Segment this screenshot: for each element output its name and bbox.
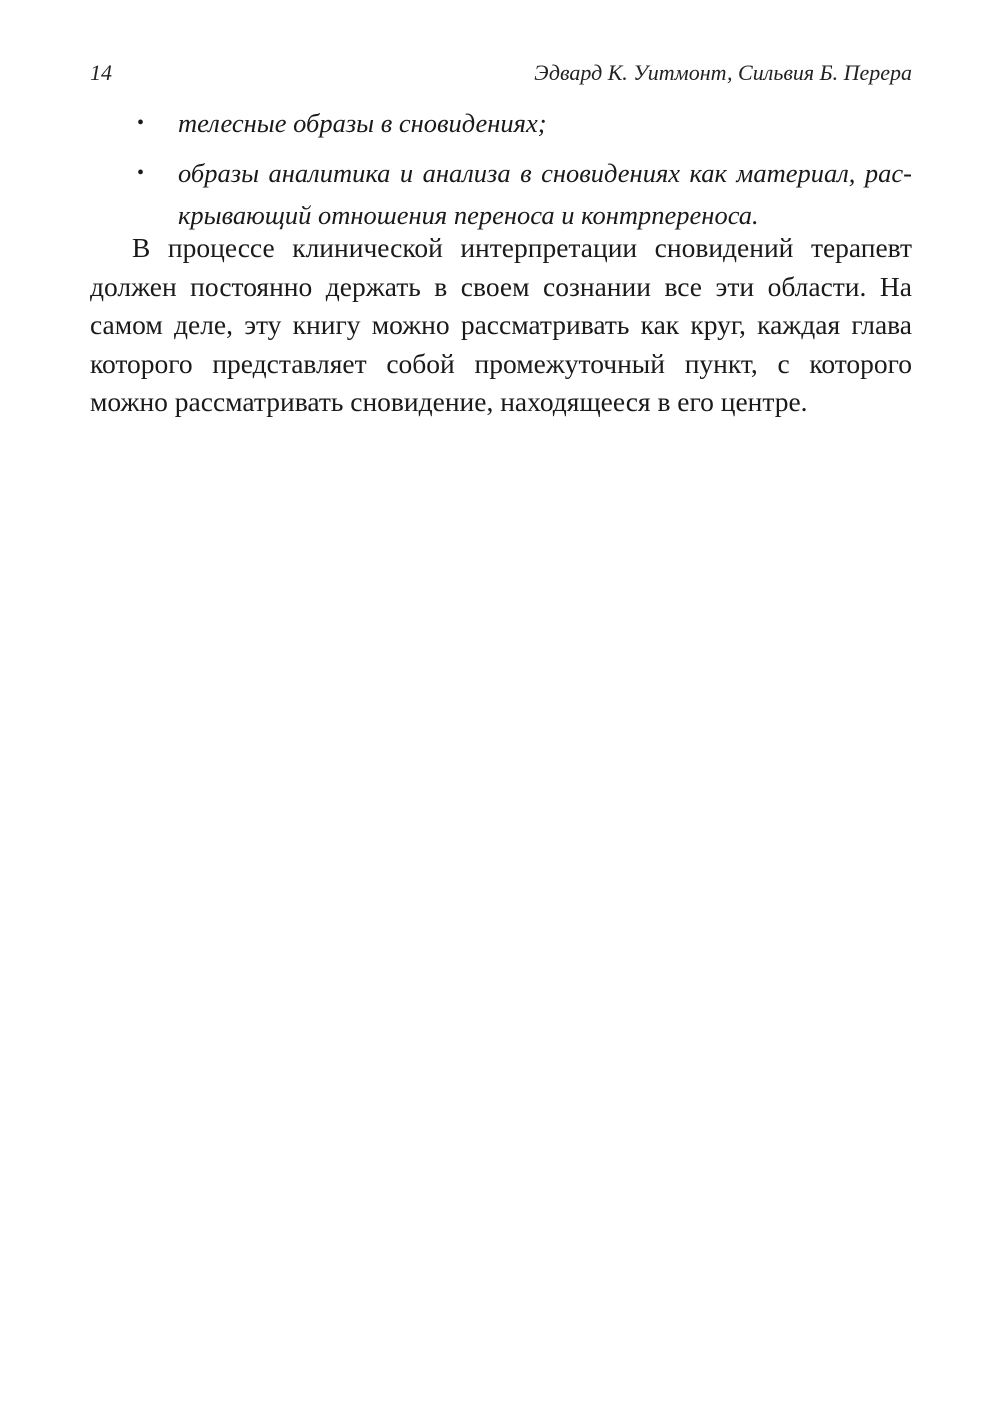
body-paragraph: В процессе клинической интерпретации сновидений терапевт должен постоянно держать в своем сознании все эти области. На самом деле, эту книгу можно рассматривать как круг, каждая глава которого представляет собой промежуточный пункт, с которого можно рассматривать сновидение, находящееся в его центре.: [90, 232, 912, 418]
list-item: [90, 102, 912, 144]
running-head-authors: Эдвард К. Уитмонт, Сильвия Б. Перера: [534, 60, 912, 85]
page-number: 14: [90, 60, 112, 85]
running-head: [90, 60, 912, 90]
list-item-text: телесные образы в сновидениях;: [178, 108, 547, 138]
list-item-text: образы аналитика и анализа в сновидениях как материал, раскрывающий отношения переноса и контрпереноса.: [178, 158, 912, 230]
bullet-list: [90, 102, 912, 244]
list-item: [90, 152, 912, 236]
bullet-icon: •: [137, 162, 145, 184]
bullet-icon: •: [137, 112, 145, 134]
